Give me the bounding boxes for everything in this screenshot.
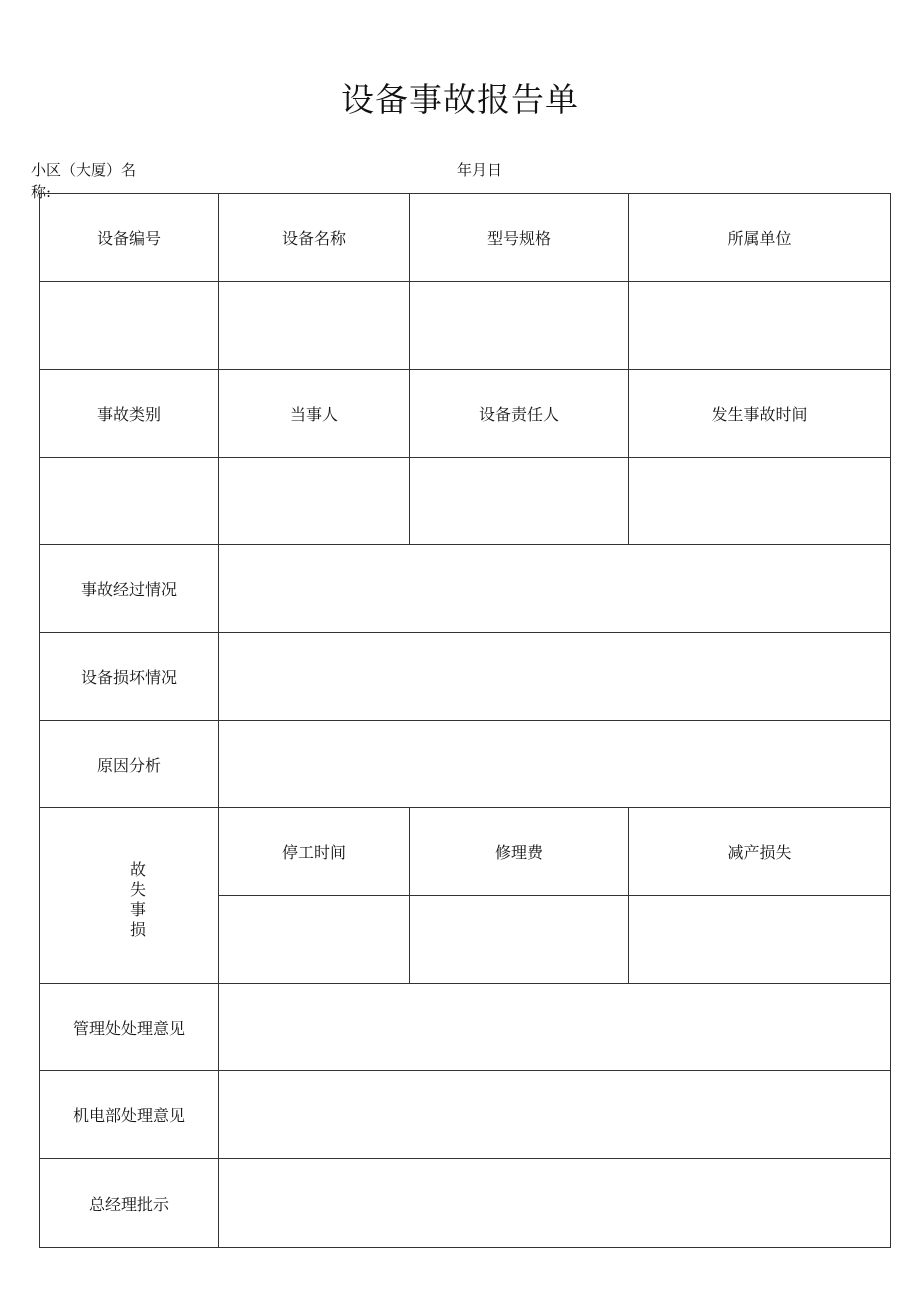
input-cell-model-spec[interactable] bbox=[410, 282, 629, 370]
table-row bbox=[40, 808, 891, 896]
table-row bbox=[40, 984, 891, 1071]
input-cell-party[interactable] bbox=[219, 458, 410, 545]
header-cell-accident-time: 发生事故时间 bbox=[629, 370, 891, 458]
accident-report-table bbox=[39, 193, 891, 1248]
label-management-opinion: 管理处处理意见 bbox=[40, 984, 219, 1071]
label-mechanical-opinion: 机电部处理意见 bbox=[40, 1071, 219, 1159]
header-cell-repair-cost: 修理费 bbox=[410, 808, 629, 896]
input-cell-accident-process[interactable] bbox=[219, 545, 891, 633]
header-cell-production-loss: 减产损失 bbox=[629, 808, 891, 896]
label-loss-cell bbox=[40, 808, 219, 984]
input-cell-equipment-name[interactable] bbox=[219, 282, 410, 370]
input-cell-cause-analysis[interactable] bbox=[219, 721, 891, 808]
header-cell-accident-type: 事故类别 bbox=[40, 370, 219, 458]
header-cell-responsible-person: 设备责任人 bbox=[410, 370, 629, 458]
table-row bbox=[40, 1071, 891, 1159]
table-row bbox=[40, 1159, 891, 1248]
header-cell-party: 当事人 bbox=[219, 370, 410, 458]
page-title: 设备事故报告单 bbox=[341, 80, 579, 119]
header-cell-equipment-name: 设备名称 bbox=[219, 194, 410, 282]
input-cell-responsible-person[interactable] bbox=[410, 458, 629, 545]
label-cause-analysis: 原因分析 bbox=[40, 721, 219, 808]
table-row bbox=[40, 545, 891, 633]
table-row bbox=[40, 282, 891, 370]
header-cell-model-spec: 型号规格 bbox=[410, 194, 629, 282]
label-gm-approval: 总经理批示 bbox=[40, 1159, 219, 1248]
table-row bbox=[40, 194, 891, 282]
input-cell-accident-time[interactable] bbox=[629, 458, 891, 545]
input-cell-downtime[interactable] bbox=[219, 896, 410, 984]
label-equipment-damage: 设备损坏情况 bbox=[40, 633, 219, 721]
community-name-label: 小区（大厦）名称: bbox=[31, 161, 137, 201]
table-row bbox=[40, 458, 891, 545]
label-accident-process: 事故经过情况 bbox=[40, 545, 219, 633]
input-cell-production-loss[interactable] bbox=[629, 896, 891, 984]
label-loss: 故失事损 bbox=[129, 859, 146, 939]
input-cell-owning-unit[interactable] bbox=[629, 282, 891, 370]
input-cell-mechanical-opinion[interactable] bbox=[219, 1071, 891, 1159]
input-cell-equipment-id[interactable] bbox=[40, 282, 219, 370]
table-row bbox=[40, 633, 891, 721]
input-cell-management-opinion[interactable] bbox=[219, 984, 891, 1071]
input-cell-gm-approval[interactable] bbox=[219, 1159, 891, 1248]
header-cell-equipment-id: 设备编号 bbox=[40, 194, 219, 282]
input-cell-accident-type[interactable] bbox=[40, 458, 219, 545]
input-cell-equipment-damage[interactable] bbox=[219, 633, 891, 721]
input-cell-repair-cost[interactable] bbox=[410, 896, 629, 984]
table-row bbox=[40, 370, 891, 458]
date-label: 年月日 bbox=[457, 161, 503, 179]
header-cell-downtime: 停工时间 bbox=[219, 808, 410, 896]
header-cell-owning-unit: 所属单位 bbox=[629, 194, 891, 282]
table-row bbox=[40, 721, 891, 808]
